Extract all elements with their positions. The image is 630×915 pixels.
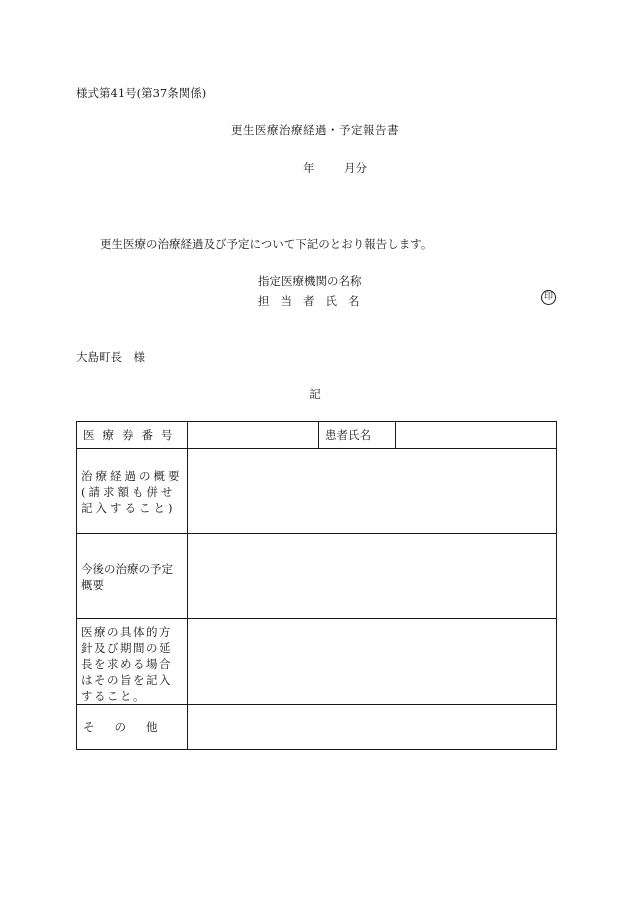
treatment-course-field[interactable] xyxy=(188,449,557,534)
table-row xyxy=(77,534,557,619)
treatment-course-label-cell xyxy=(77,449,188,534)
addressee: 大島町長 様 xyxy=(76,350,145,364)
other-label: その他 xyxy=(77,705,188,750)
report-table xyxy=(76,421,557,750)
seal-mark: 印 xyxy=(541,290,556,305)
ticket-number-field[interactable] xyxy=(188,422,319,449)
patient-name-field[interactable] xyxy=(396,422,557,449)
treatment-method-field[interactable] xyxy=(188,619,557,705)
person-in-charge-label: 担当者氏名 xyxy=(258,294,371,308)
other-field[interactable] xyxy=(188,705,557,750)
document-title: 更生医療治療経過・予定報告書 xyxy=(231,123,399,137)
table-row xyxy=(77,449,557,534)
period-month-label: 月分 xyxy=(344,161,367,175)
table-row xyxy=(77,619,557,705)
treatment-method-label-cell xyxy=(77,619,188,705)
treatment-plan-label: 今後の治療の予定概要 xyxy=(81,562,173,592)
table-row xyxy=(77,705,557,750)
period-year-label: 年 xyxy=(303,161,315,175)
treatment-plan-label-cell xyxy=(77,534,188,619)
note-mark: 記 xyxy=(309,387,321,401)
table-row xyxy=(77,422,557,449)
form-number: 様式第41号(第37条関係) xyxy=(76,86,207,100)
patient-name-label: 患者氏名 xyxy=(319,422,396,449)
treatment-plan-field[interactable] xyxy=(188,534,557,619)
ticket-number-label: 医療券番号 xyxy=(77,422,188,449)
treatment-method-label: 医療の具体的方針及び期間の延長を求める場合はその旨を記入すること。 xyxy=(81,625,172,703)
treatment-course-label: 治療経過の概要(請求額も併せ記入すること) xyxy=(81,469,183,515)
report-statement: 更生医療の治療経過及び予定について下記のとおり報告します。 xyxy=(100,237,433,251)
institution-name-label: 指定医療機関の名称 xyxy=(258,274,362,288)
